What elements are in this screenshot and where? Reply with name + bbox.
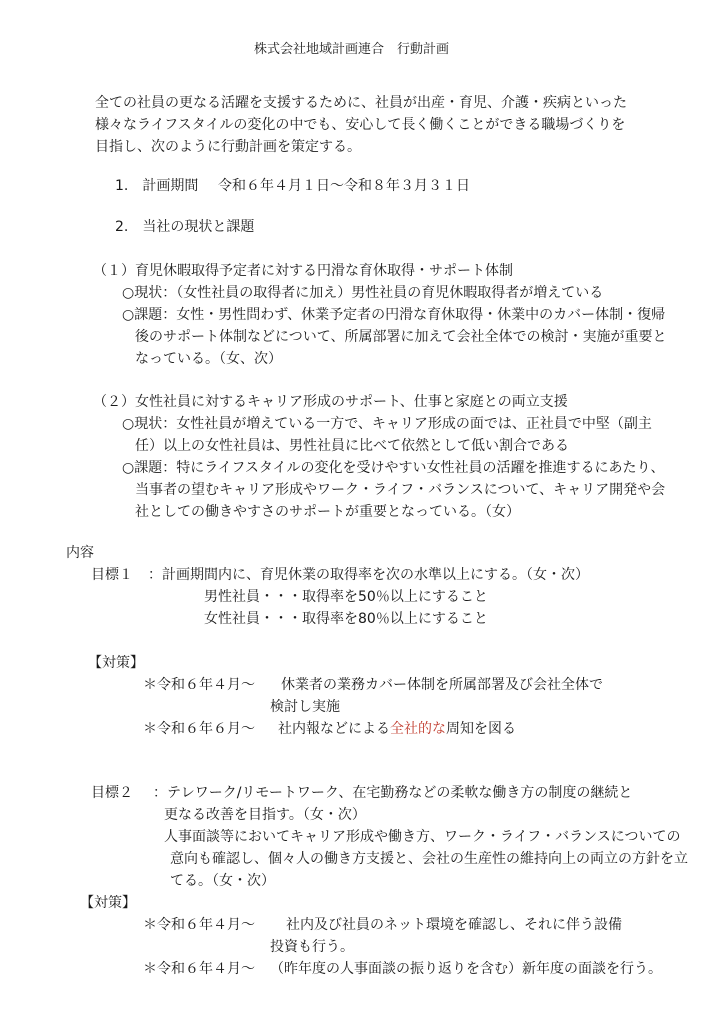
intro-line-3: 目指し、次のように行動計画を策定する。 [95,139,361,155]
goal2-measure-2-text: （昨年度の人事面談の振り返りを含む）新年度の面談を行う。 [270,961,662,977]
intro-line-2: 様々なライフスタイルの変化の中でも、安心して長く働くことができる職場づくりを [95,117,626,133]
goal2-measure-1-date: ＊令和６年４月～ [143,917,255,933]
goal2-text-line-4: 意向も確認し、個々人の働き方支援と、会社の生産性の維持向上の両立の方針を立 [170,851,688,867]
goal2-measure-1-cont: 投資も行う。 [270,939,354,955]
issue2-task-line-2: 当事者の望むキャリア形成やワーク・ライフ・バランスについて、キャリア開発や会 [135,482,666,498]
goal1-measure-2-pre: 社内報などによる [278,721,390,737]
issue1-task-line-1: ○課題：女性・男性問わず、休業予定者の円滑な育休取得・休業中のカバー体制・復帰 [122,307,666,323]
issue2-task-line-3: 社としての働きやすさのサポートが重要となっている。（女） [135,504,520,520]
goal1-text: ：計画期間内に、育児休業の取得率を次の水準以上にする。（女・次） [148,567,589,583]
issue1-task-line-2: 後のサポート体制などについて、所属部署に加えて会社全体での検討・実施が重要と [135,329,667,345]
goal1-label: 目標１ [91,567,133,583]
goal1-measure-2-text [278,720,516,738]
issue2-heading: （２）女性社員に対するキャリア形成のサポート、仕事と家庭との両立支援 [93,394,568,410]
goal1-measure-1-cont: 検討し実施 [270,699,340,715]
goal2-text-line-2: 更なる改善を目指す。（女・次） [164,807,366,823]
plan-period: 令和６年４月１日～令和８年３月３１日 [218,178,470,194]
issue2-task-line-1: ○課題：特にライフスタイルの変化を受けやすい女性社員の活躍を推進するにあたり、 [122,460,665,476]
issue1-status: ○現状：（女性社員の取得者に加え）男性社員の育児休暇取得者が増えている [122,285,604,301]
document-title: 株式会社地域計画連合 行動計画 [254,42,450,57]
goal1-female-target: 女性社員・・・取得率を80％以上にすること [204,611,488,627]
goal1-male-target: 男性社員・・・取得率を50％以上にすること [204,589,488,605]
section2-heading: 2. 当社の現状と課題 [115,219,255,235]
issue1-task-line-3: なっている。（女、次） [135,351,282,367]
goal2-measure-2-date: ＊令和６年４月～ [143,961,255,977]
goal2-measures-label: 【対策】 [80,895,136,911]
goal1-measure-2-post: 周知を図る [446,721,516,737]
goal1-measures-label: 【対策】 [88,655,144,671]
goal2-measure-1-text: 社内及び社員のネット環境を確認し、それに伴う設備 [286,917,622,933]
intro-line-1: 全ての社員の更なる活躍を支援するために、社員が出産・育児、介護・疾病といった [95,95,627,111]
issue2-status-line-2: 任）以上の女性社員は、男性社員に比べて依然として低い割合である [135,438,569,454]
goal1-measure-1-date: ＊令和６年４月～ [143,677,255,693]
issue1-heading: （１）育児休暇取得予定者に対する円滑な育休取得・サポート体制 [93,263,513,279]
goal2-text-line-5: てる。（女・次） [170,873,275,889]
goal1-measure-2-highlight: 全社的な [390,721,446,737]
goal1-measure-2-date: ＊令和６年６月～ [143,721,255,737]
section1-heading: 1. 計画期間 [115,178,199,194]
issue2-status-line-1: ○現状：女性社員が増えている一方で、キャリア形成の面では、正社員で中堅（副主 [122,416,652,432]
goal2-text-line-1: ：テレワーク/リモートワーク、在宅勤務などの柔軟な働き方の制度の継続と [153,785,633,801]
goal2-text-line-3: 人事面談等においてキャリア形成や働き方、ワーク・ライフ・バランスについての [164,829,681,845]
goal1-measure-1-text: 休業者の業務カバー体制を所属部署及び会社全体で [281,677,603,693]
content-label: 内容 [66,545,94,561]
goal2-label: 目標２ [91,785,133,801]
